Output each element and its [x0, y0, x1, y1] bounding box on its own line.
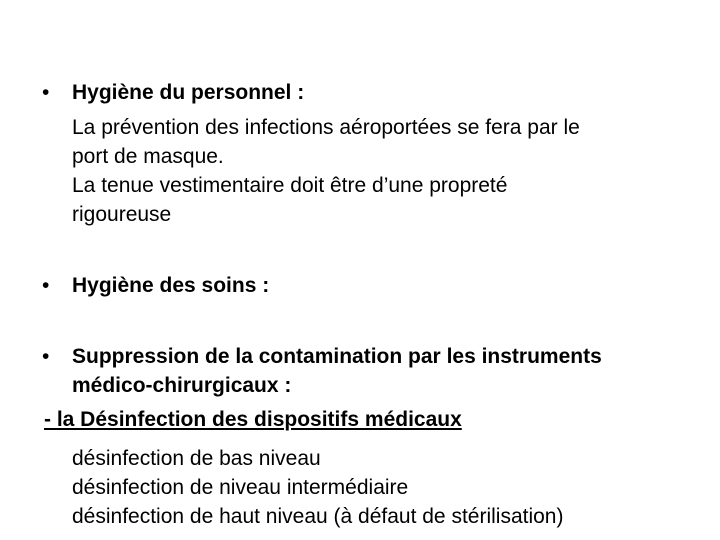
body-line: port de masque.	[72, 145, 224, 168]
body-line: désinfection de haut niveau (à défaut de stérilisation)	[72, 505, 564, 528]
body-line: La tenue vestimentaire doit être d’une propreté	[72, 174, 508, 197]
sub-heading-desinfection: - la Désinfection des dispositifs médicaux	[44, 408, 462, 431]
section-heading-contamination-cont: médico-chirurgicaux :	[72, 374, 292, 397]
body-line: La prévention des infections aéroportées se fera par le	[72, 116, 580, 139]
section-heading-soins: Hygiène des soins :	[72, 274, 270, 297]
bullet-marker: •	[42, 81, 50, 104]
body-line: rigoureuse	[72, 203, 172, 226]
section-heading-contamination: Suppression de la contamination par les instruments	[72, 345, 602, 368]
bullet-marker: •	[42, 345, 50, 368]
body-line: désinfection de niveau intermédiaire	[72, 476, 409, 499]
body-line: désinfection de bas niveau	[72, 447, 321, 470]
section-heading-personnel: Hygiène du personnel :	[72, 81, 305, 104]
bullet-marker: •	[42, 274, 50, 297]
